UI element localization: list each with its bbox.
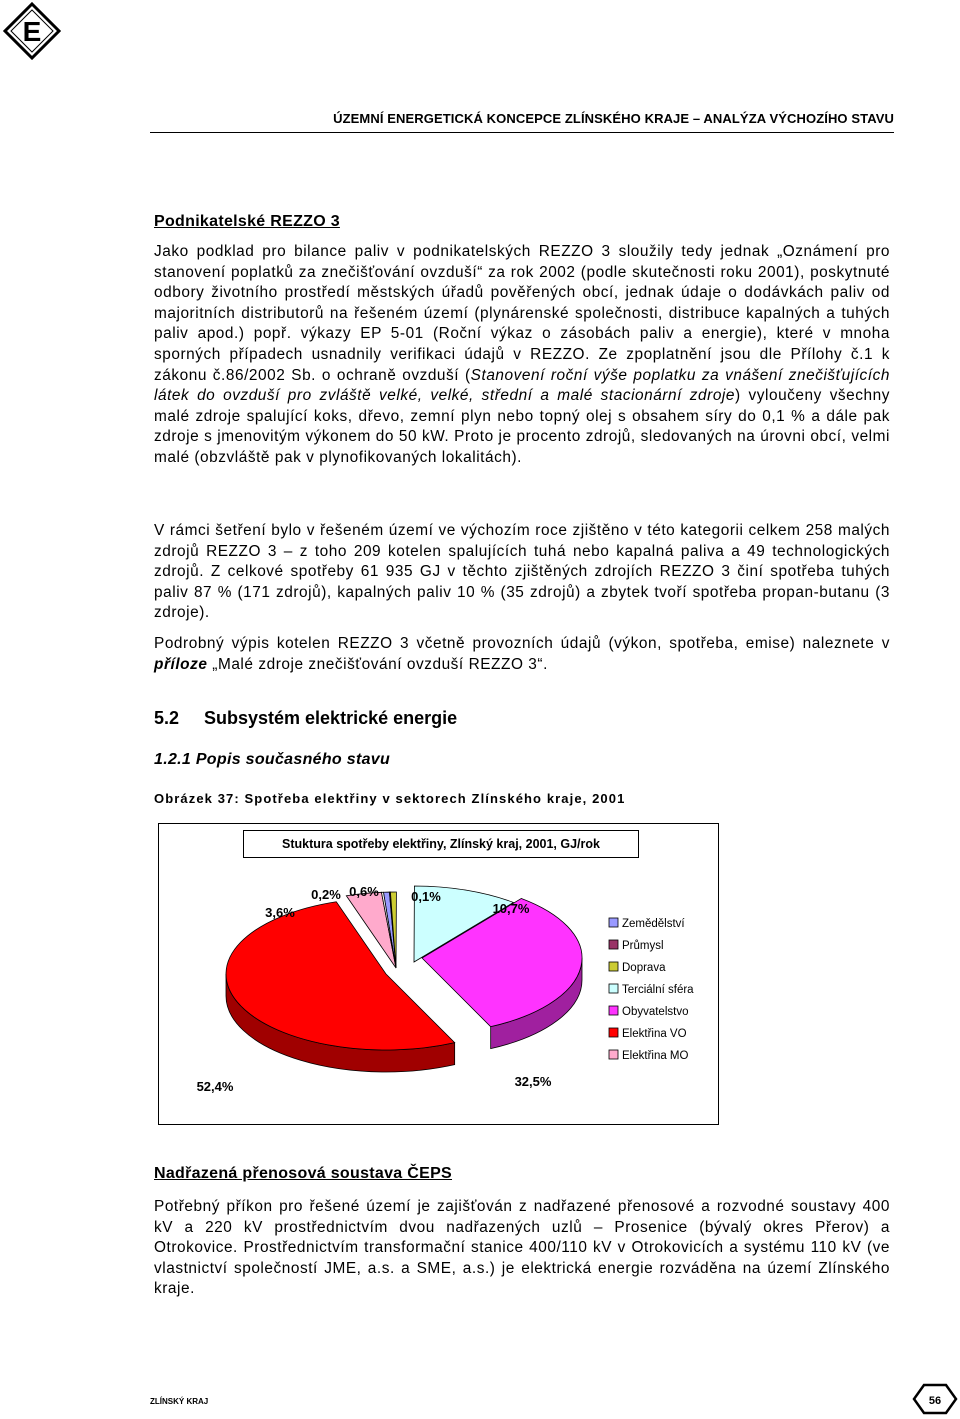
paragraph-text: „Malé zdroje znečišťování ovzduší REZZO 3“. bbox=[207, 655, 548, 673]
section-heading-subsystem bbox=[154, 708, 457, 729]
legend-swatch bbox=[609, 1006, 618, 1015]
section-heading-ceps: Nadřazená přenosová soustava ČEPS bbox=[154, 1165, 453, 1182]
legend-label: Průmysl bbox=[622, 940, 664, 952]
legend-swatch bbox=[609, 918, 618, 927]
logo-e-icon bbox=[3, 2, 61, 60]
subsection-heading: 1.2.1 Popis současného stavu bbox=[154, 751, 391, 768]
pie-data-label: 3,6% bbox=[265, 905, 295, 920]
pie-chart bbox=[158, 823, 719, 1125]
legend-label: Elektřina MO bbox=[622, 1050, 689, 1062]
section-title: Subsystém elektrické energie bbox=[204, 708, 458, 728]
paragraph-italic-text: Stanovení roční výše poplatku za vnášení znečišťujících látek do ovzduší pro zvláště velké, velké, střední a malé stacionární zdroje bbox=[154, 366, 890, 405]
legend-label: Terciální sféra bbox=[622, 984, 694, 996]
section-heading-podnikatelske-rezzo3: Podnikatelské REZZO 3 bbox=[154, 213, 340, 230]
header-divider bbox=[150, 132, 894, 133]
footer-region-name: ZLÍNSKÝ KRAJ bbox=[150, 1397, 209, 1406]
section-number: 5.2 bbox=[154, 708, 180, 728]
page-number-badge-icon bbox=[912, 1383, 958, 1415]
chart-title: Stuktura spotřeby elektřiny, Zlínský kraj, 2001, GJ/rok bbox=[243, 830, 639, 858]
pie-data-label: 0,2% bbox=[311, 887, 341, 902]
legend-label: Obyvatelstvo bbox=[622, 1006, 689, 1018]
pie-data-label: 10,7% bbox=[492, 901, 530, 916]
paragraph-rezzo3-sources bbox=[154, 242, 890, 469]
legend-swatch bbox=[609, 1050, 618, 1059]
logo-letter: E bbox=[22, 16, 42, 47]
legend-swatch bbox=[609, 940, 618, 949]
legend-label: Zemědělství bbox=[622, 918, 685, 930]
paragraph-text: Jako podklad pro bilance paliv v podnikatelských REZZO 3 sloužily tedy jednak „Oznámení pro stanovení poplatků za znečišťování ovzduší“ za rok 2002 (podle skutečnosti roku 2001), poskytnuté odbory životního prostředí městských úřadů pověřených obcí, jednak údaje o dodávkách paliv od majoritních distributorů na řešeném území (plynárenské společnosti, distribuce kapalných a tuhých paliv apod.) popř. výkazy EP 5-01 (Roční výkaz o zásobách paliv a energie), které v mnoha sporných případech usnadnily verifikaci údajů v REZZO. Ze zpoplatnění jsou dle Přílohy č.1 k zákonu č.86/2002 Sb. o ochraně ovzduší ( bbox=[154, 243, 890, 384]
page-number: 56 bbox=[928, 1395, 942, 1407]
paragraph-rezzo3-appendix bbox=[154, 634, 890, 675]
pie-data-label: 0,6% bbox=[349, 884, 379, 899]
paragraph-ceps: Potřebný příkon pro řešené území je zajišťován z nadřazené přenosové a rozvodné soustavy 400 kV a 220 kV prostřednictvím dvou nadřazených uzlů – Prosenice (bývalý okres Přerov) a Otrokovice. Prostřednictvím transformační stanice 400/110 kV v Otrokovicích a systému 110 kV (ve vlastnictví společností JME, a.s. a SME, a.s.) je elektrická energie rozváděna na území Zlínského kraje. bbox=[154, 1198, 890, 1298]
legend-swatch bbox=[609, 1028, 618, 1037]
paragraph-text: Podrobný výpis kotelen REZZO 3 včetně provozních údajů (výkon, spotřeba, emise) naleznete v bbox=[154, 635, 890, 652]
figure-caption: Obrázek 37: Spotřeba elektřiny v sektorech Zlínského kraje, 2001 bbox=[154, 791, 626, 806]
paragraph-bold-italic-text: příloze bbox=[154, 655, 208, 673]
legend-swatch bbox=[609, 962, 618, 971]
pie-data-label: 32,5% bbox=[514, 1074, 552, 1089]
legend-label: Doprava bbox=[622, 962, 666, 974]
header-title: ÚZEMNÍ ENERGETICKÁ KONCEPCE ZLÍNSKÉHO KRAJE – ANALÝZA VÝCHOZÍHO STAVU bbox=[333, 111, 894, 126]
paragraph-text: ) vyloučeny všechny malé zdroje spalující koks, dřevo, zemní plyn nebo topný olej s obsahem síry do 0,1 % a dále pak zdroje s jmenovitým výkonem do 50 kW. Proto je procento zdrojů, sledovaných na úrovni obcí, velmi malé (obzvláště pak v plynofikovaných lokalitách). bbox=[154, 387, 891, 466]
pie-data-label: 52,4% bbox=[196, 1079, 234, 1094]
legend-swatch bbox=[609, 984, 618, 993]
paragraph-rezzo3-survey: V rámci šetření bylo v řešeném území ve výchozím roce zjištěno v této kategorii celkem 258 malých zdrojů REZZO 3 – z toho 209 kotelen spalujících tuhá nebo kapalná paliva a 49 technologických zdrojů. Z celkové spotřeby 61 935 GJ v těchto zjištěných zdrojích REZZO 3 činí spotřeba tuhých paliv 87 % (171 zdrojů), kapalných paliv 10 % (35 zdrojů) a zbytek tvoří spotřeba propan-butanu (3 zdroje). bbox=[154, 522, 890, 622]
pie-data-label: 0,1% bbox=[411, 889, 441, 904]
legend-label: Elektřina VO bbox=[622, 1028, 687, 1040]
